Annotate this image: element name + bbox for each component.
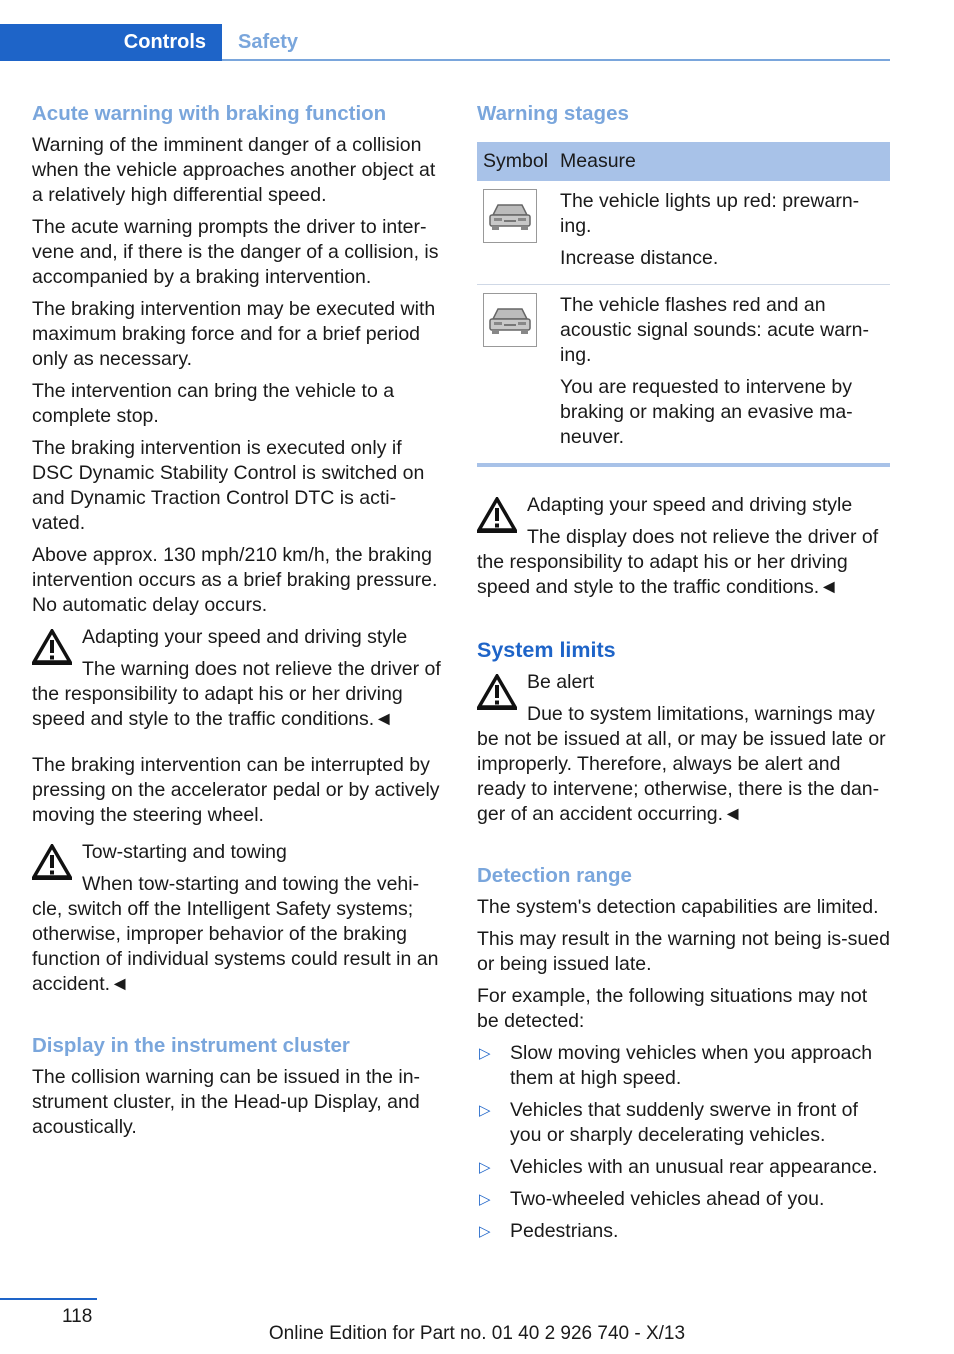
- measure-text: The vehicle lights up red: prewarn‐ing.: [560, 190, 860, 237]
- triangle-bullet-icon: ▷: [479, 1191, 491, 1208]
- warning-box: [477, 493, 890, 600]
- heading-acute-warning: Acute warning with braking function: [32, 102, 387, 125]
- list-item: ▷ Vehicles with an unusual rear appearance.: [479, 1156, 878, 1178]
- tab-safety[interactable]: Safety: [238, 31, 299, 53]
- warning-triangle-icon: [477, 497, 517, 533]
- tab-controls[interactable]: Controls: [0, 24, 222, 61]
- table-row: [477, 285, 890, 466]
- paragraph: For example, the following situations may not be detected:: [477, 985, 868, 1032]
- warning-triangle-icon: [477, 674, 517, 710]
- prewarning-symbol: [483, 189, 537, 243]
- list-item: ▷ Two-wheeled vehicles ahead of you.: [479, 1188, 825, 1210]
- warning-title: Adapting your speed and driving style: [82, 626, 408, 648]
- measure-text: You are requested to intervene by braking or making an evasive ma‐neuver.: [560, 376, 853, 448]
- warning-body: Due to system limitations, warnings may be not be issued at all, or may be issued late or improperly. Therefore, always be alert and ready to intervene; otherwise, there is the dan‐ger of an accident occurring.◄: [477, 703, 886, 825]
- heading-detection-range: Detection range: [477, 864, 632, 887]
- paragraph: The braking intervention is executed only if DSC Dynamic Stability Control is switched on and Dynamic Traction Control DTC is acti‐vated.: [32, 437, 425, 534]
- table-row: [477, 181, 890, 285]
- warning-title: Adapting your speed and driving style: [527, 494, 853, 516]
- triangle-bullet-icon: ▷: [479, 1045, 491, 1062]
- warning-box: [477, 670, 890, 827]
- header-bar: [0, 24, 890, 62]
- edition-note: Online Edition for Part no. 01 40 2 926 740 - X/13: [268, 1323, 686, 1344]
- warning-box: [32, 840, 446, 997]
- heading-system-limits: System limits: [477, 638, 616, 662]
- paragraph: Warning of the imminent danger of a collision when the vehicle approaches another object at a relatively high differential speed.: [32, 134, 436, 206]
- paragraph: The braking intervention may be executed with maximum braking force and for a brief period only as necessary.: [32, 298, 436, 370]
- measure-text: Increase distance.: [560, 247, 719, 269]
- warning-title: Be alert: [527, 671, 595, 693]
- column-header-symbol: Symbol: [477, 142, 554, 181]
- warning-stages-table: [477, 142, 890, 467]
- detection-list: [477, 1041, 890, 1244]
- acute-warning-symbol: [483, 293, 537, 347]
- paragraph: The intervention can bring the vehicle to a complete stop.: [32, 380, 395, 427]
- footer-rule: [0, 1298, 97, 1300]
- right-column: [477, 100, 890, 1251]
- warning-title: Tow-starting and towing: [82, 841, 287, 863]
- table-header-row: [477, 142, 890, 181]
- heading-display: Display in the instrument cluster: [32, 1034, 350, 1057]
- paragraph: Above approx. 130 mph/210 km/h, the braking intervention occurs as a brief braking pressure. No automatic delay occurs.: [32, 544, 438, 616]
- paragraph: The collision warning can be issued in the in‐strument cluster, in the Head-up Display, and acoustically.: [32, 1066, 421, 1138]
- triangle-bullet-icon: ▷: [479, 1223, 491, 1240]
- left-column: [32, 100, 446, 1147]
- warning-triangle-icon: [32, 844, 72, 880]
- triangle-bullet-icon: ▷: [479, 1159, 491, 1176]
- warning-triangle-icon: [32, 629, 72, 665]
- list-item: ▷ Slow moving vehicles when you approach them at high speed.: [479, 1042, 873, 1089]
- list-item: ▷ Pedestrians.: [479, 1220, 619, 1242]
- header-divider: [222, 59, 890, 61]
- warning-body: The display does not relieve the driver of the responsibility to adapt his or her driving speed and style to the traffic conditions.◄: [477, 526, 879, 598]
- measure-text: The vehicle flashes red and an acoustic signal sounds: acute warn‐ing.: [560, 294, 869, 366]
- warning-body: When tow-starting and towing the vehi‐cle, switch off the Intelligent Safety systems; otherwise, improper behavior of the braking function of individual systems could result in an accident.◄: [32, 873, 439, 995]
- page-number: 118: [62, 1306, 93, 1327]
- paragraph: The acute warning prompts the driver to inter‐vene and, if there is the danger of a collision, is accompanied by a braking intervention.: [32, 216, 439, 288]
- paragraph: The braking intervention can be interrupted by pressing on the accelerator pedal or by actively moving the steering wheel.: [32, 754, 440, 826]
- column-header-measure: Measure: [554, 142, 890, 181]
- triangle-bullet-icon: ▷: [479, 1102, 491, 1119]
- car-front-icon: [487, 303, 533, 337]
- warning-body: The warning does not relieve the driver of the responsibility to adapt his or her driving speed and style to the traffic conditions.◄: [32, 658, 441, 730]
- paragraph: This may result in the warning not being is‐sued or being issued late.: [477, 928, 890, 975]
- list-item: ▷ Vehicles that suddenly swerve in front of you or sharply decelerating vehicles.: [479, 1099, 858, 1146]
- car-front-icon: [487, 199, 533, 233]
- warning-box: [32, 625, 446, 732]
- paragraph: The system's detection capabilities are limited.: [477, 896, 879, 918]
- heading-warning-stages: Warning stages: [477, 102, 629, 125]
